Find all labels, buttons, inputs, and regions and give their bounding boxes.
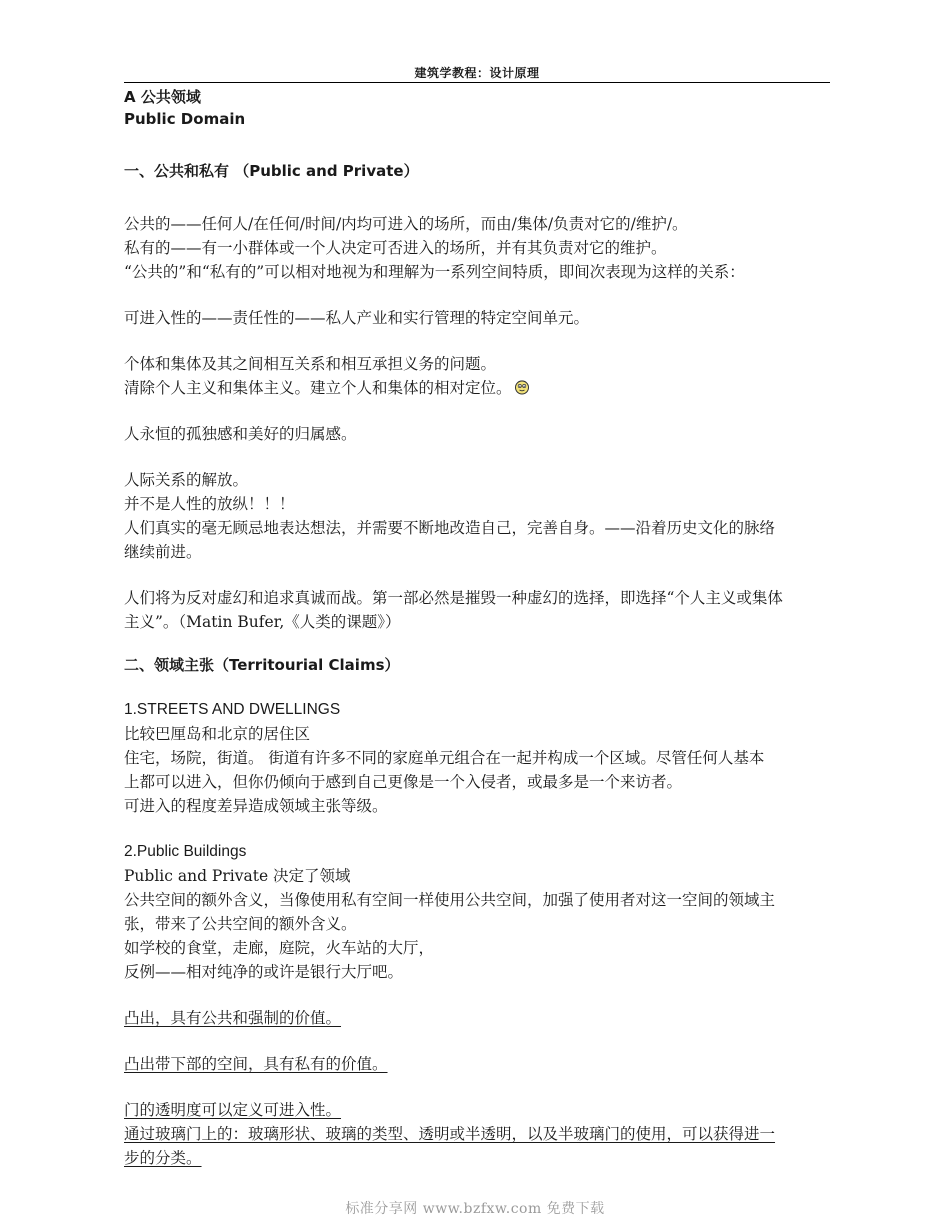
underlined-note: 门的透明度可以定义可进入性。 [124, 1101, 342, 1119]
underlined-note: 凸出带下部的空间，具有私有的价值。 [124, 1055, 388, 1073]
paragraph: 张，带来了公共空间的额外含义。 [124, 915, 357, 933]
paragraph: 个体和集体及其之间相互关系和相互承担义务的问题。 [124, 355, 497, 373]
document-body [124, 86, 830, 1170]
paragraph: 人际关系的解放。 [124, 471, 249, 489]
paragraph: 并不是人性的放纵！！！ [124, 495, 295, 513]
paragraph-text: 清除个人主义和集体主义。建立个人和集体的相对定位。 [124, 379, 512, 397]
paragraph: 反例——相对纯净的或许是银行大厅吧。 [124, 963, 404, 981]
paragraph: 人们将为反对虚幻和追求真诚而战。第一部必然是摧毁一种虚幻的选择，即选择“个人主义或集体 [124, 589, 783, 607]
paragraph: 私有的——有一小群体或一个人决定可否进入的场所，并有其负责对它的维护。 [124, 239, 667, 257]
heading-section-1: 一、公共和私有 （Public and Private） [124, 162, 419, 180]
paragraph: 住宅，场院，街道。 街道有许多不同的家庭单元组合在一起并构成一个区域。尽管任何人基本 [124, 749, 765, 767]
paragraph: Public and Private 决定了领域 [124, 867, 351, 885]
underlined-note: 凸出，具有公共和强制的价值。 [124, 1009, 342, 1027]
heading-section-2: 二、领域主张（Territourial Claims） [124, 656, 400, 674]
heading-a-subtitle: Public Domain [124, 110, 246, 128]
paragraph: 可进入性的——责任性的——私人产业和实行管理的特定空间单元。 [124, 309, 590, 327]
paragraph-with-icon [124, 376, 830, 400]
paragraph: 公共的——任何人/在任何/时间/内均可进入的场所，而由/集体/负责对它的/维护/。 [124, 215, 688, 233]
paragraph: 主义”。（Matin Bufer,《人类的课题》） [124, 613, 401, 631]
paragraph: 可进入的程度差异造成领域主张等级。 [124, 797, 388, 815]
paragraph: 继续前进。 [124, 543, 202, 561]
paragraph: 人永恒的孤独感和美好的归属感。 [124, 425, 357, 443]
paragraph: 上都可以进入，但你仍倾向于感到自己更像是一个入侵者，或最多是一个来访者。 [124, 773, 683, 791]
header-rule [124, 82, 830, 83]
paragraph: 比较巴厘岛和北京的居住区 [124, 725, 311, 743]
heading-a-title: A 公共领域 [124, 88, 201, 106]
paragraph: 公共空间的额外含义，当像使用私有空间一样使用公共空间，加强了使用者对这一空间的领域主 [124, 891, 776, 909]
smiley-face-icon [514, 378, 530, 394]
paragraph: 人们真实的毫无顾忌地表达想法，并需要不断地改造自己，完善自身。——沿着历史文化的脉络 [124, 519, 776, 537]
underlined-note: 步的分类。 [124, 1149, 202, 1167]
footer-watermark: 标准分享网 www.bzfxw.com 免费下载 [345, 1201, 605, 1217]
paragraph: “公共的”和“私有的”可以相对地视为和理解为一系列空间特质，即间次表现为这样的关系： [124, 263, 745, 281]
paragraph: 如学校的食堂，走廊，庭院，火车站的大厅， [124, 939, 435, 957]
running-header: 建筑学教程：设计原理 [414, 66, 540, 80]
subsection-title: 1.STREETS AND DWELLINGS [124, 701, 341, 718]
underlined-note: 通过玻璃门上的：玻璃形状、玻璃的类型、透明或半透明，以及半玻璃门的使用，可以获得进一 [124, 1125, 776, 1143]
subsection-title: 2.Public Buildings [124, 843, 247, 860]
